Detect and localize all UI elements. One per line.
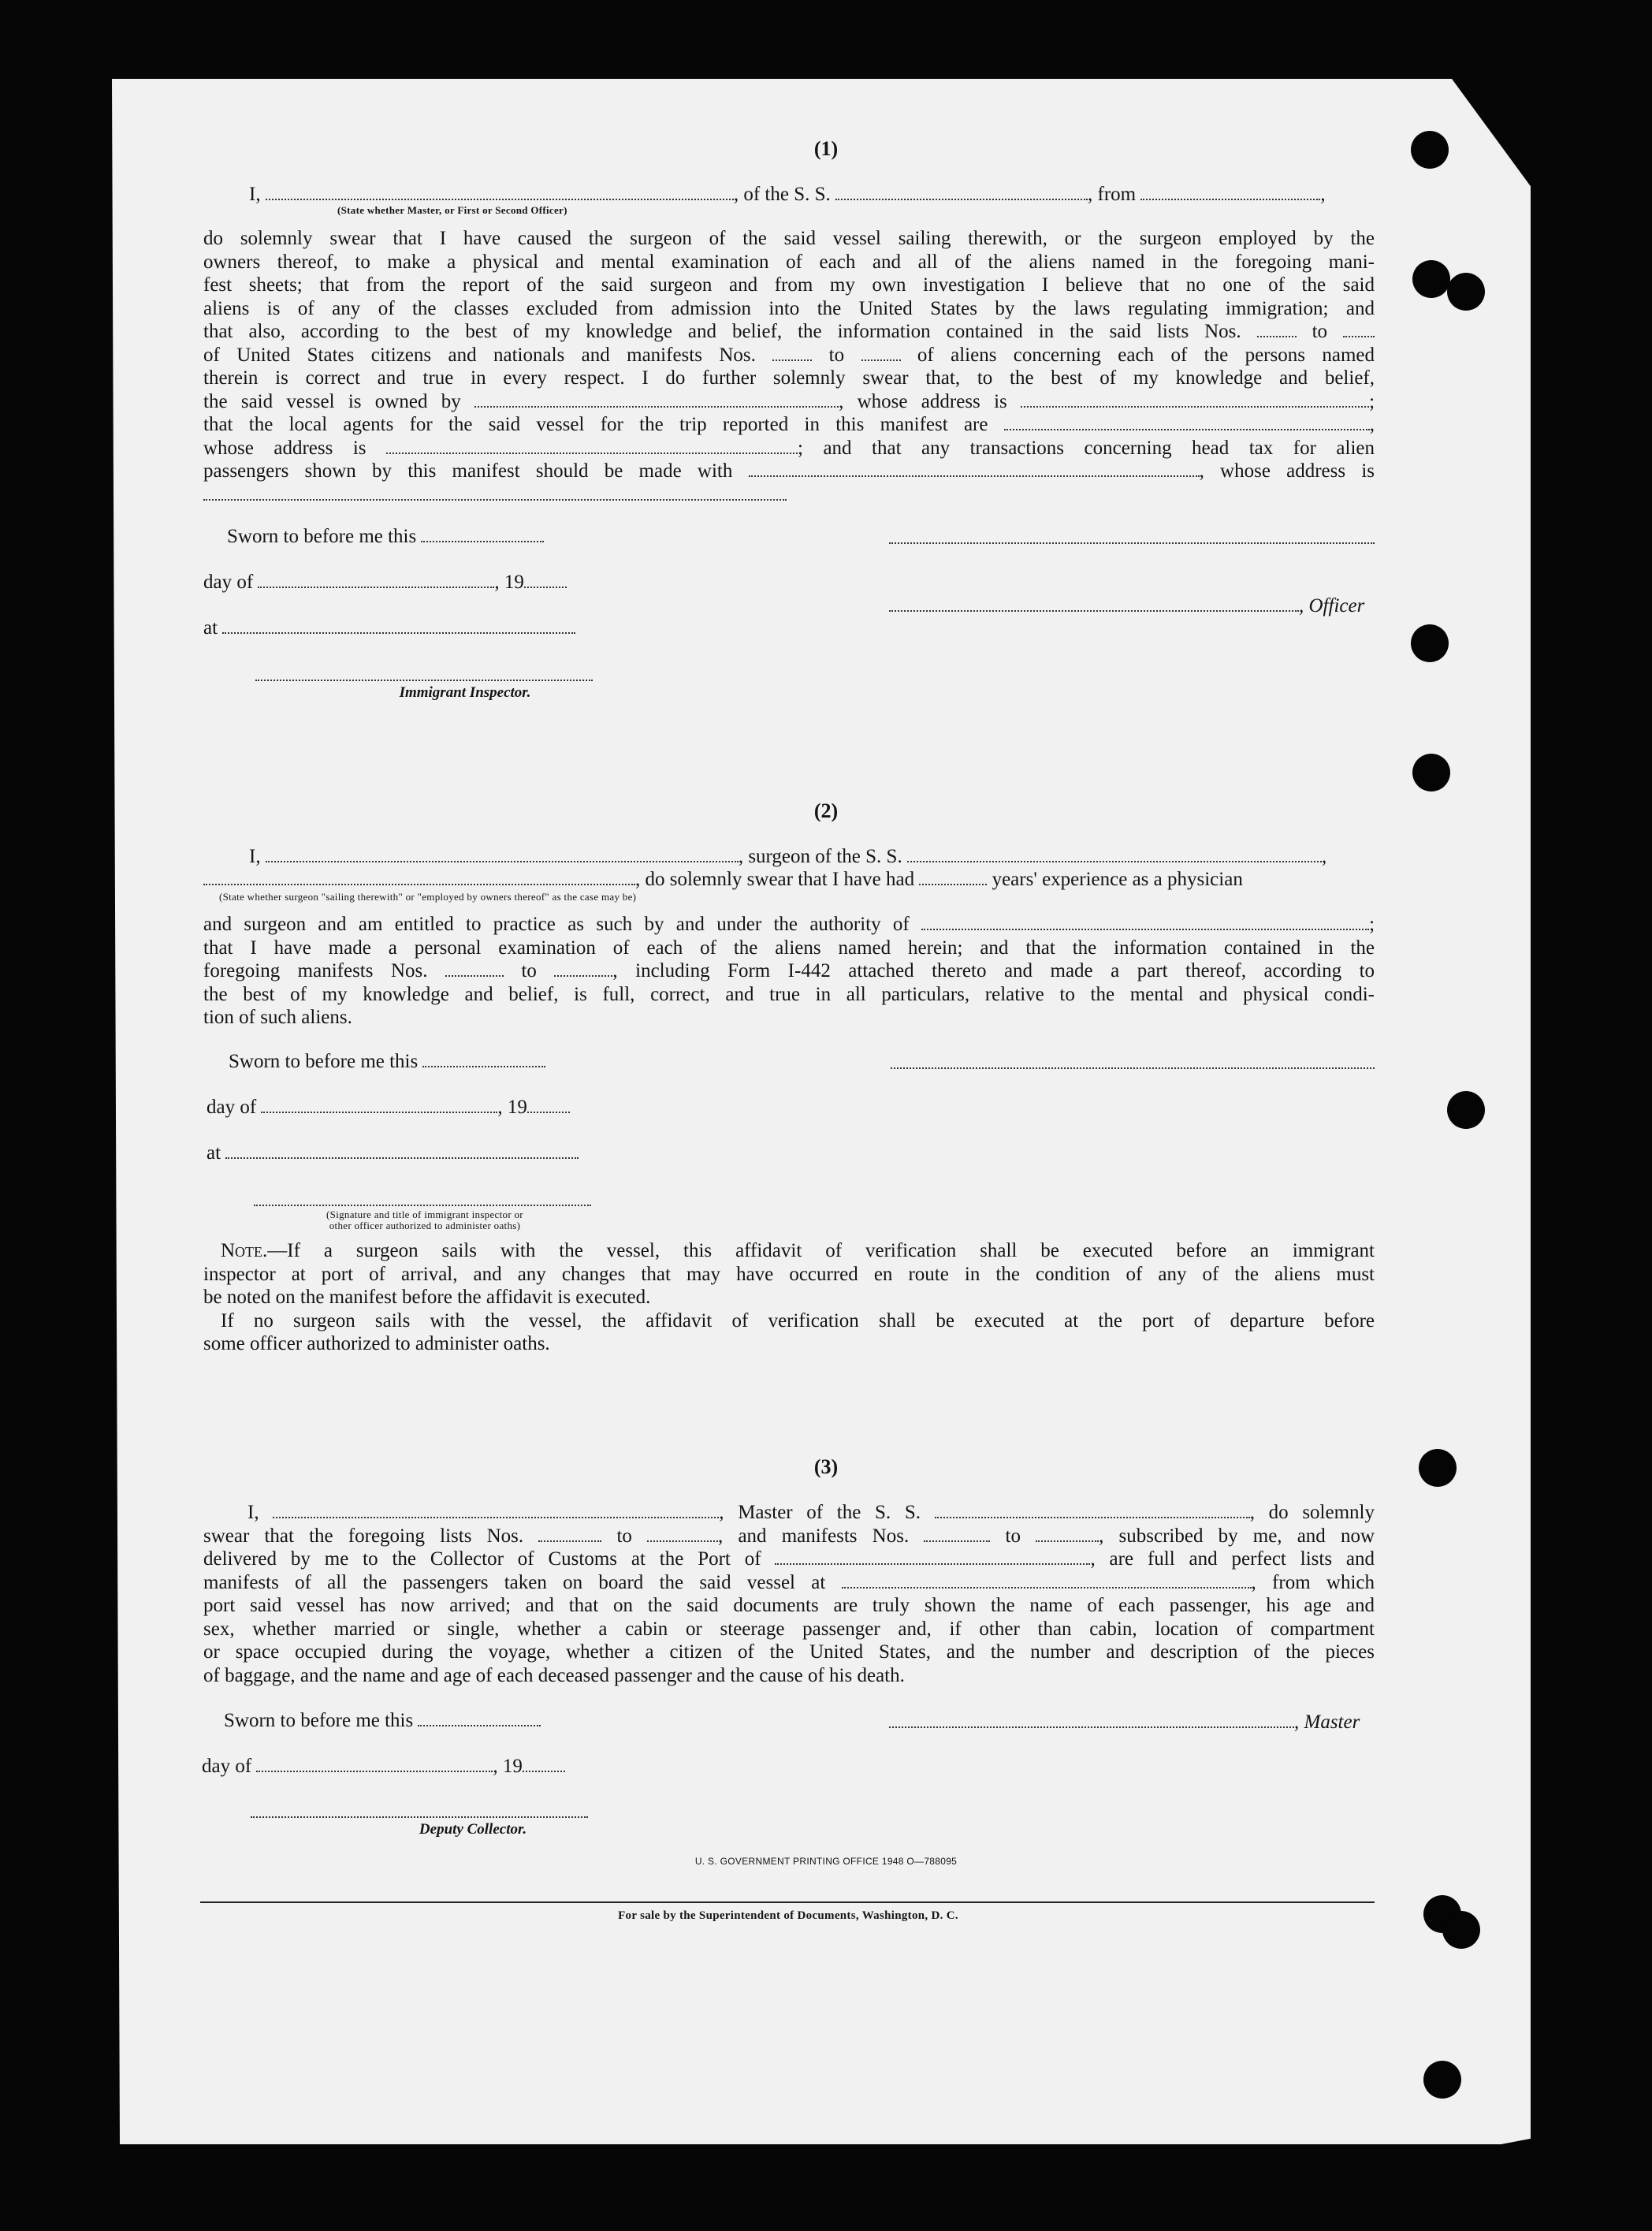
gpo-imprint: U. S. GOVERNMENT PRINTING OFFICE 1948 O—788095 xyxy=(694,1856,958,1867)
port-of-embarkation-field[interactable] xyxy=(842,1576,1252,1589)
master-signature-line[interactable] xyxy=(889,1715,1294,1728)
manifests-from-field[interactable] xyxy=(772,348,812,361)
officer-title-field[interactable] xyxy=(889,599,1299,612)
s2-manifests-to-field[interactable] xyxy=(554,964,612,977)
s1-day-line: day of , 19 xyxy=(203,571,567,594)
punch-hole xyxy=(1447,1091,1485,1129)
s3-manifests-to-field[interactable] xyxy=(1036,1529,1099,1542)
s3-sworn-day-field[interactable] xyxy=(418,1714,541,1726)
port-from-field[interactable] xyxy=(1140,188,1320,200)
rank-note: (State whether Master, or First or Second Officer) xyxy=(337,204,567,216)
surgeon-signature-line[interactable] xyxy=(891,1066,1375,1069)
s2-month-field[interactable] xyxy=(261,1101,497,1113)
s1-line-1: I, , of the S. S. , from , xyxy=(249,184,1326,205)
inspector-signature-line[interactable] xyxy=(255,678,593,681)
s3-month-field[interactable] xyxy=(256,1760,493,1772)
lists-to-field[interactable] xyxy=(1343,325,1375,337)
s2-sworn-day-field[interactable] xyxy=(422,1055,545,1067)
s3-ship-name-field[interactable] xyxy=(935,1506,1250,1518)
years-experience-field[interactable] xyxy=(919,873,987,885)
s2-place-field[interactable] xyxy=(225,1146,579,1159)
s1-sworn-line: Sworn to before me this xyxy=(227,525,544,549)
surgeon-status-field[interactable] xyxy=(203,873,635,885)
s2-sworn-line: Sworn to before me this xyxy=(229,1050,545,1074)
s3-oath-paragraph: I, , Master of the S. S. , do solemnly swear that the foregoing lists Nos. to , and manifests Nos. to , subscribed by me, and now delivered by me to the Collector of Customs at the Port of , are full and perfect lists and manifests of all the passengers taken on board the said vessel at , from which port said vessel has now arrived; and that on the said documents are truly shown the name of each passenger, his age and sex, whether married or single, whether a cabin or steerage passenger and, if other than cabin, location of compartment or space occupied during the voyage, whether a citizen of the United States, and the number and description of the pieces of baggage, and the name and age of each deceased passenger and the cause of his death. xyxy=(203,1502,1375,1686)
ship-name-field[interactable] xyxy=(835,188,1088,200)
s3-day-line: day of , 19 xyxy=(202,1755,565,1778)
inspector-caption: Immigrant Inspector. xyxy=(399,684,531,701)
punch-hole xyxy=(1412,260,1450,298)
s1-at-line: at xyxy=(203,616,575,640)
punch-hole xyxy=(1447,273,1485,311)
s2-inspector-signature-line[interactable] xyxy=(254,1203,591,1206)
punch-hole xyxy=(1423,2061,1461,2099)
s3-lists-to-field[interactable] xyxy=(647,1529,718,1542)
s2-manifests-from-field[interactable] xyxy=(445,964,504,977)
agents-field[interactable] xyxy=(1004,418,1370,430)
head-tax-address-field[interactable] xyxy=(203,488,787,501)
punch-hole xyxy=(1411,624,1449,662)
section-2-number: (2) xyxy=(813,799,839,822)
s3-sworn-line: Sworn to before me this xyxy=(224,1709,541,1733)
collector-signature-line[interactable] xyxy=(251,1815,588,1818)
lists-from-field[interactable] xyxy=(1257,325,1297,337)
s2-ship-name-field[interactable] xyxy=(907,850,1322,862)
authority-field[interactable] xyxy=(921,918,1369,930)
s3-master-line: , Master xyxy=(889,1711,1360,1734)
manifests-to-field[interactable] xyxy=(861,348,901,361)
s2-note-paragraph: Note.—If a surgeon sails with the vessel, this affidavit of verification shall be executed before an immigrant inspector at port of arrival, and any changes that may have occurred en route in the condition of any of the aliens must be noted on the manifest before the affidavit is executed. If no surgeon sails with the vessel, the affidavit of verification shall be executed at the port of departure before some officer authorized to administer oaths. xyxy=(203,1240,1375,1354)
s1-month-field[interactable] xyxy=(258,575,494,588)
s2-oath-paragraph: and surgeon and am entitled to practice as such by and under the authority of ; that I have made a personal examination of each of the aliens named herein; and that the information contained in the foregoing manifests Nos. to , including Form I-442 attached thereto and made a part thereof, according to the best of my knowledge and belief, is full, correct, and true in all particulars, relative to the mental and physical condi- tion of such aliens. xyxy=(203,914,1375,1028)
s1-year-field[interactable] xyxy=(524,575,567,588)
surgeon-status-note: (State whether surgeon "sailing therewith" or "employed by owners thereof" as the case may be) xyxy=(219,891,637,903)
collector-caption: Deputy Collector. xyxy=(419,1821,527,1838)
s1-sworn-day-field[interactable] xyxy=(421,530,544,542)
port-of-arrival-field[interactable] xyxy=(775,1552,1090,1565)
s3-year-field[interactable] xyxy=(523,1760,565,1772)
s2-line-2: , do solemnly swear that I have had years' experience as a physician xyxy=(203,868,1243,892)
punch-hole xyxy=(1412,754,1450,791)
s2-line-1: I, , surgeon of the S. S. , xyxy=(249,846,1327,867)
section-3-number: (3) xyxy=(813,1455,839,1478)
s1-oath-paragraph: do solemnly swear that I have caused the surgeon of the said vessel sailing therewith, or the surgeon employed by the owners thereof, to make a physical and mental examination of each and all of the aliens named in the foregoing mani- fest sheets; that from the report of the said surgeon and from my own investigation I believe that no one of the said aliens is of any of the classes excluded from admission into the United States by the laws regulating immigration; and that also, according to the best of my knowledge and belief, the information contained in the said lists Nos. to of United States citizens and nationals and manifests Nos. to of aliens concerning each of the persons named therein is correct and true in every respect. I do further solemnly swear that, to the best of my knowledge and belief, the said vessel is owned by , whose address is ; that the local agents for the said vessel for the trip reported in this manifest are , whose address is ; and that any transactions concerning head tax for alien passengers shown by this manifest should be made with , whose address is xyxy=(203,227,1375,506)
s1-officer-line: , Officer xyxy=(889,594,1364,618)
officer-signature-line[interactable] xyxy=(889,541,1375,544)
owner-field[interactable] xyxy=(474,395,839,408)
s1-place-field[interactable] xyxy=(222,621,575,634)
s3-manifests-from-field[interactable] xyxy=(924,1529,990,1542)
s2-day-line: day of , 19 xyxy=(206,1096,570,1119)
officer-name-field[interactable] xyxy=(266,188,734,200)
agents-address-field[interactable] xyxy=(386,441,798,454)
surgeon-name-field[interactable] xyxy=(266,850,739,862)
owner-address-field[interactable] xyxy=(1021,395,1369,408)
head-tax-contact-field[interactable] xyxy=(749,464,1200,477)
sale-notice: For sale by the Superintendent of Documents, Washington, D. C. xyxy=(618,1909,958,1922)
master-name-field[interactable] xyxy=(273,1506,719,1518)
section-1-number: (1) xyxy=(813,137,839,160)
footer-rule xyxy=(200,1901,1375,1903)
s2-signature-note: (Signature and title of immigrant inspector or other officer authorized to administer oaths) xyxy=(326,1209,523,1231)
s3-lists-from-field[interactable] xyxy=(538,1529,601,1542)
s2-at-line: at xyxy=(206,1142,579,1165)
s2-year-field[interactable] xyxy=(527,1101,570,1113)
